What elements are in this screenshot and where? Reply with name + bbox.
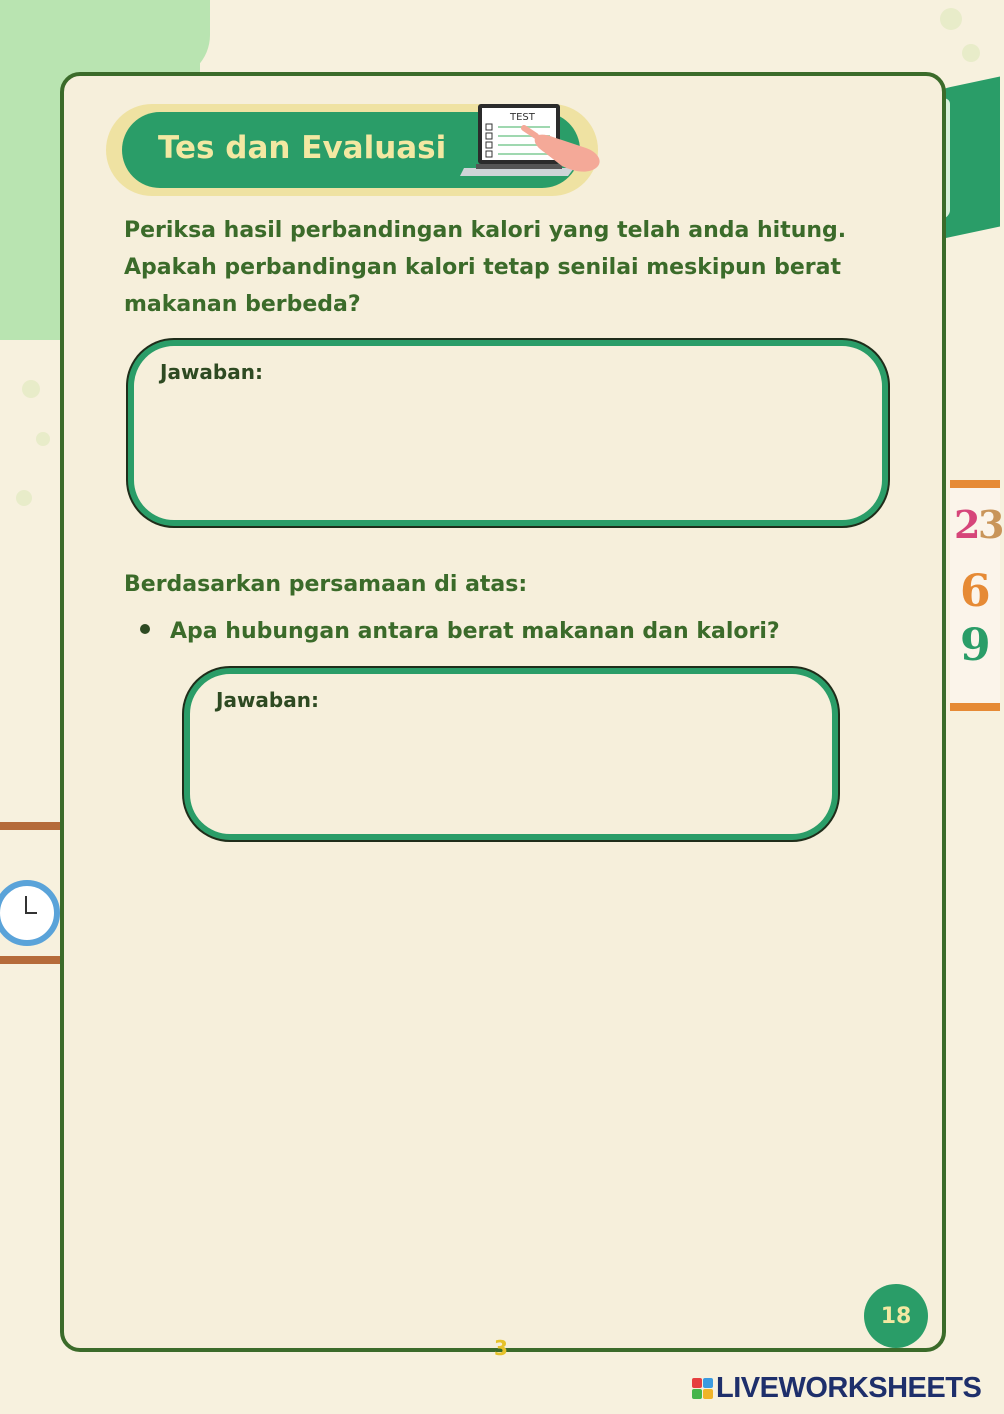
decor-number: 6	[960, 566, 991, 617]
answer-label: Jawaban:	[216, 688, 319, 712]
laptop-test-icon	[458, 102, 608, 184]
decor-number: 9	[960, 620, 991, 671]
decor-dot	[16, 490, 32, 506]
question-text: Periksa hasil perbandingan kalori yang telah anda hitung. Apakah perbandingan kalori tetap senilai meskipun berat makanan berbeda?	[124, 218, 847, 317]
bullet-icon	[140, 624, 150, 634]
answer-box-2[interactable]	[184, 668, 838, 840]
brand-logo[interactable]	[692, 1372, 981, 1405]
decor-number: 3	[978, 502, 1004, 547]
header-banner	[106, 104, 598, 196]
decor-clock-shelf	[0, 822, 64, 964]
laptop-label: TEST	[510, 112, 535, 123]
answer-box[interactable]	[128, 340, 888, 526]
answer-label: Jawaban:	[160, 360, 263, 384]
brand-text: LIVEWORKSHEETS	[716, 1372, 982, 1404]
small-number: 3	[494, 1336, 508, 1360]
clock-icon	[0, 880, 60, 946]
section-heading: Berdasarkan persamaan di atas:	[124, 572, 528, 597]
page-number-badge: 18	[864, 1284, 928, 1348]
decor-dot	[962, 44, 980, 62]
decor-number-board	[950, 480, 1004, 711]
liveworksheets-icon	[692, 1378, 713, 1399]
decor-number: 2	[954, 502, 981, 547]
decor-dot	[36, 432, 50, 446]
decor-dot	[22, 380, 40, 398]
bullet-text: Apa hubungan antara berat makanan dan kalori?	[170, 619, 780, 644]
page-title: Tes dan Evaluasi	[158, 130, 447, 166]
worksheet-card	[60, 72, 946, 1360]
bullet-item	[140, 619, 780, 644]
decor-dot	[940, 8, 962, 30]
